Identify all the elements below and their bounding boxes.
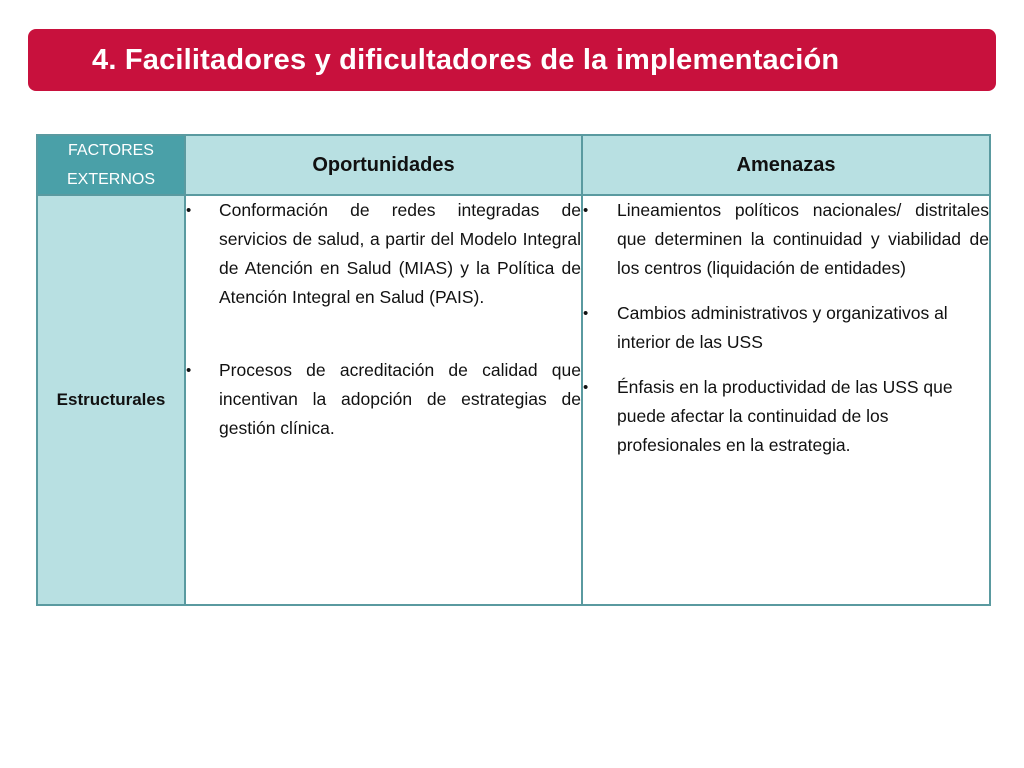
header-opportunities: Oportunidades: [185, 135, 582, 195]
header-threats: Amenazas: [582, 135, 990, 195]
bullet-icon: •: [583, 305, 589, 322]
bullet-icon: •: [583, 202, 589, 219]
threats-list: [583, 196, 989, 460]
table-row: [37, 195, 990, 605]
opportunities-cell: [185, 195, 582, 605]
list-item: [583, 373, 989, 460]
bullet-icon: •: [186, 362, 192, 379]
list-item-text: Lineamientos políticos nacionales/ distritales que determinen la continuidad y viabilidad de los centros (liquidación de entidades): [617, 200, 989, 278]
bullet-icon: •: [186, 202, 192, 219]
list-item: [186, 196, 581, 312]
threats-cell: [582, 195, 990, 605]
opportunities-list: [186, 196, 581, 443]
title-bar: [28, 29, 996, 91]
header-factor-line2: EXTERNOS: [66, 171, 155, 188]
slide-title: 4. Facilitadores y dificultadores de la implementación: [92, 43, 840, 76]
list-item-text: Procesos de acreditación de calidad que incentivan la adopción de estrategias de gestión clínica.: [219, 360, 581, 438]
list-item-text: Énfasis en la productividad de las USS que puede afectar la continuidad de los profesionales en la estrategia.: [617, 377, 953, 455]
header-external-factors: [37, 135, 185, 195]
list-item: [186, 356, 581, 443]
factors-table: [36, 134, 991, 606]
list-item-text: Cambios administrativos y organizativos al interior de las USS: [617, 303, 948, 352]
list-item: [583, 196, 989, 283]
bullet-icon: •: [583, 379, 589, 396]
table-header-row: [37, 135, 990, 195]
row-label-structural: Estructurales: [37, 195, 185, 605]
list-item-text: Conformación de redes integradas de servicios de salud, a partir del Modelo Integral de Atención en Salud (MIAS) y la Política de Atención Integral en Salud (PAIS).: [219, 200, 581, 307]
header-factor-line1: FACTORES: [68, 142, 154, 159]
list-item: [583, 299, 989, 357]
